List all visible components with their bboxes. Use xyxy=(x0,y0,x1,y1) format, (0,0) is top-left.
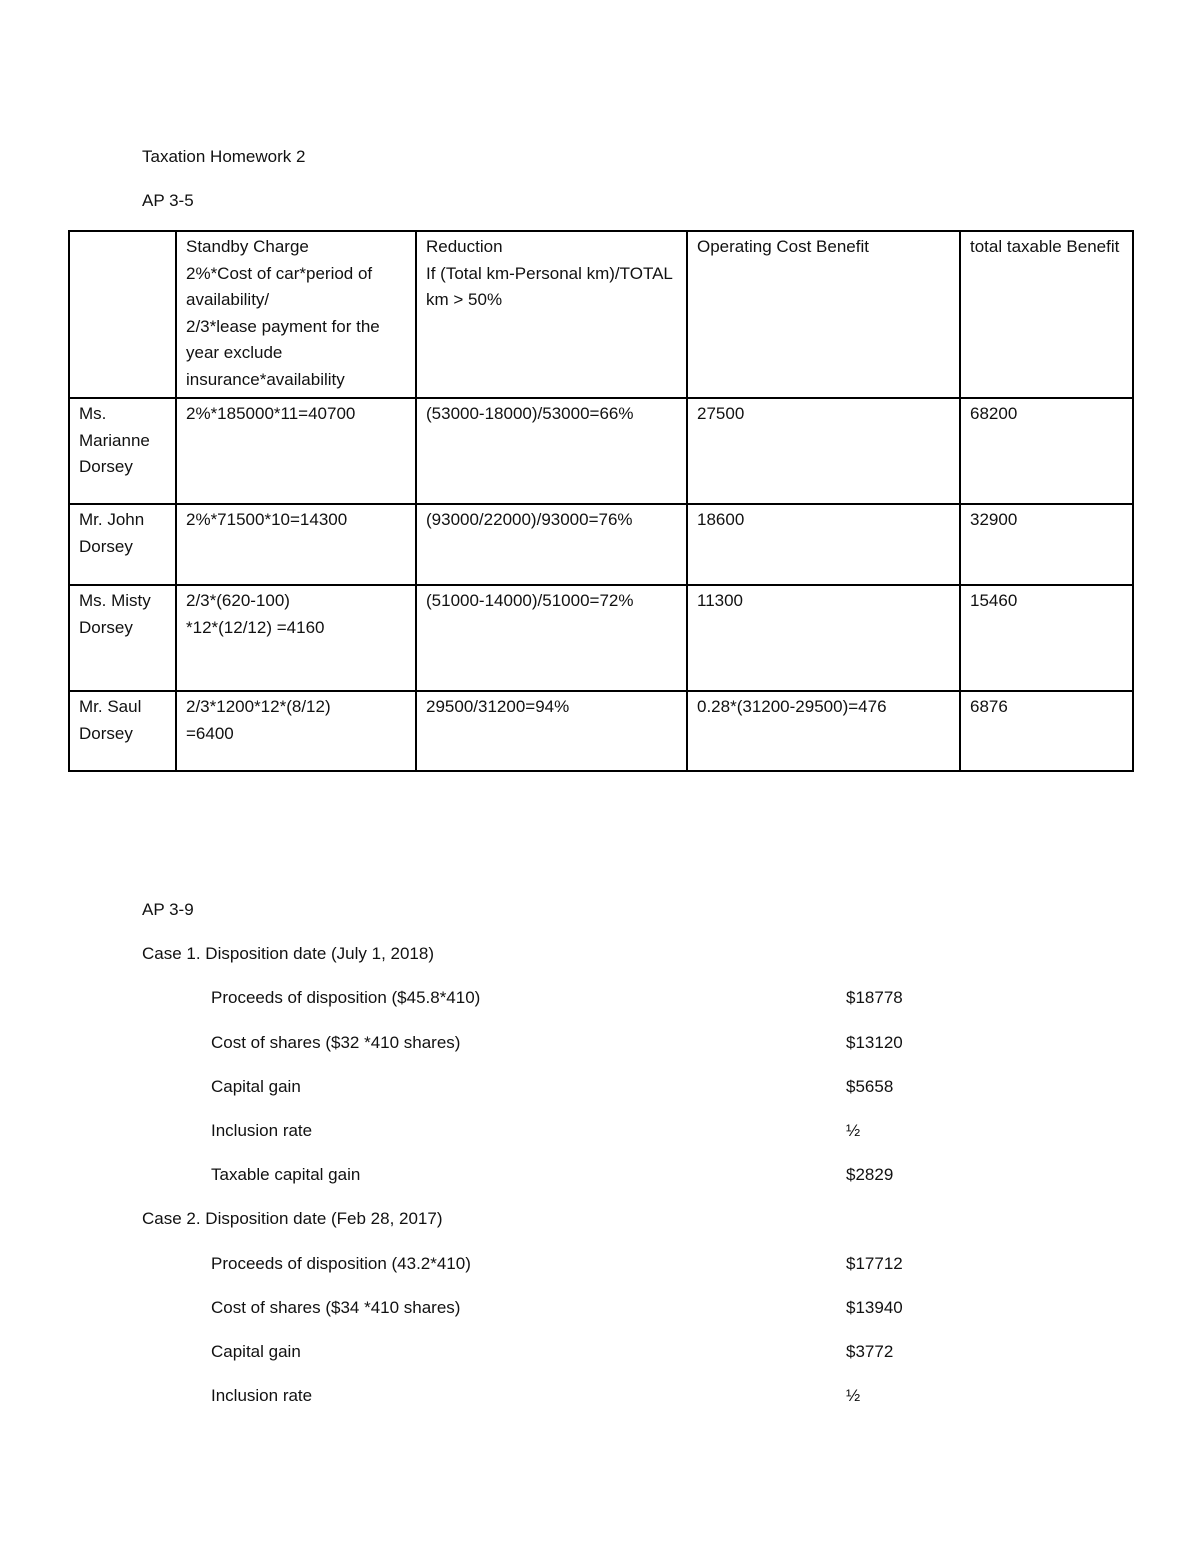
total-benefit-cell: 68200 xyxy=(960,398,1133,504)
case-1-capital-gain-label: Capital gain xyxy=(211,1077,301,1096)
case-2-proceeds-value: $17712 xyxy=(846,1254,903,1273)
operating-cost-cell: 27500 xyxy=(687,398,960,504)
header-cell-reduction: Reduction If (Total km-Personal km)/TOTAL km > 50% xyxy=(416,231,687,398)
total-benefit-cell: 15460 xyxy=(960,585,1133,691)
header-cell-total-benefit: total taxable Benefit xyxy=(960,231,1133,398)
table-header-row xyxy=(69,231,1133,398)
reduction-cell: 29500/31200=94% xyxy=(416,691,687,771)
header-cell-operating-cost: Operating Cost Benefit xyxy=(687,231,960,398)
employee-name-cell: Mr. Saul Dorsey xyxy=(69,691,176,771)
case-2-cost-value: $13940 xyxy=(846,1298,903,1317)
section-heading-ap-3-5: AP 3-5 xyxy=(142,191,194,210)
case-2-title: Case 2. Disposition date (Feb 28, 2017) xyxy=(142,1209,443,1228)
case-1-inclusion-rate-value: ½ xyxy=(846,1121,861,1140)
case-1-title: Case 1. Disposition date (July 1, 2018) xyxy=(142,944,434,963)
reduction-cell: (53000-18000)/53000=66% xyxy=(416,398,687,504)
case-1-capital-gain-value: $5658 xyxy=(846,1077,894,1096)
case-2-inclusion-rate-label: Inclusion rate xyxy=(211,1386,313,1405)
case-1-cost-label: Cost of shares ($32 *410 shares) xyxy=(211,1033,461,1052)
case-1-cost-value: $13120 xyxy=(846,1033,903,1052)
table-row xyxy=(69,398,1133,504)
case-1-taxable-gain-label: Taxable capital gain xyxy=(211,1165,361,1184)
operating-cost-cell: 11300 xyxy=(687,585,960,691)
total-benefit-cell: 32900 xyxy=(960,504,1133,585)
total-benefit-cell: 6876 xyxy=(960,691,1133,771)
standby-charge-cell: 2%*185000*11=40700 xyxy=(176,398,416,504)
standby-charge-cell: 2%*71500*10=14300 xyxy=(176,504,416,585)
employee-name-cell: Ms. Misty Dorsey xyxy=(69,585,176,691)
document-title: Taxation Homework 2 xyxy=(142,147,306,166)
case-1-taxable-gain-value: $2829 xyxy=(846,1165,894,1184)
reduction-cell: (93000/22000)/93000=76% xyxy=(416,504,687,585)
header-cell-standby-charge: Standby Charge 2%*Cost of car*period of availability/ 2/3*lease payment for the year exclude insurance*availability xyxy=(176,231,416,398)
employee-name-cell: Mr. John Dorsey xyxy=(69,504,176,585)
case-2-capital-gain-value: $3772 xyxy=(846,1342,894,1361)
operating-cost-cell: 0.28*(31200-29500)=476 xyxy=(687,691,960,771)
table-row xyxy=(69,585,1133,691)
standby-charge-cell: 2/3*1200*12*(8/12) =6400 xyxy=(176,691,416,771)
case-2-proceeds-label: Proceeds of disposition (43.2*410) xyxy=(211,1254,471,1273)
standby-charge-cell: 2/3*(620-100) *12*(12/12) =4160 xyxy=(176,585,416,691)
employee-name-cell: Ms. Marianne Dorsey xyxy=(69,398,176,504)
taxable-benefit-table xyxy=(68,230,1134,772)
operating-cost-cell: 18600 xyxy=(687,504,960,585)
table-row xyxy=(69,691,1133,771)
case-2-inclusion-rate-value: ½ xyxy=(846,1386,861,1405)
case-1-proceeds-label: Proceeds of disposition ($45.8*410) xyxy=(211,988,481,1007)
case-2-capital-gain-label: Capital gain xyxy=(211,1342,301,1361)
section-heading-ap-3-9: AP 3-9 xyxy=(142,900,194,919)
case-1-proceeds-value: $18778 xyxy=(846,988,903,1007)
reduction-cell: (51000-14000)/51000=72% xyxy=(416,585,687,691)
table-row xyxy=(69,504,1133,585)
header-cell-empty xyxy=(69,231,176,398)
case-2-cost-label: Cost of shares ($34 *410 shares) xyxy=(211,1298,461,1317)
case-1-inclusion-rate-label: Inclusion rate xyxy=(211,1121,313,1140)
